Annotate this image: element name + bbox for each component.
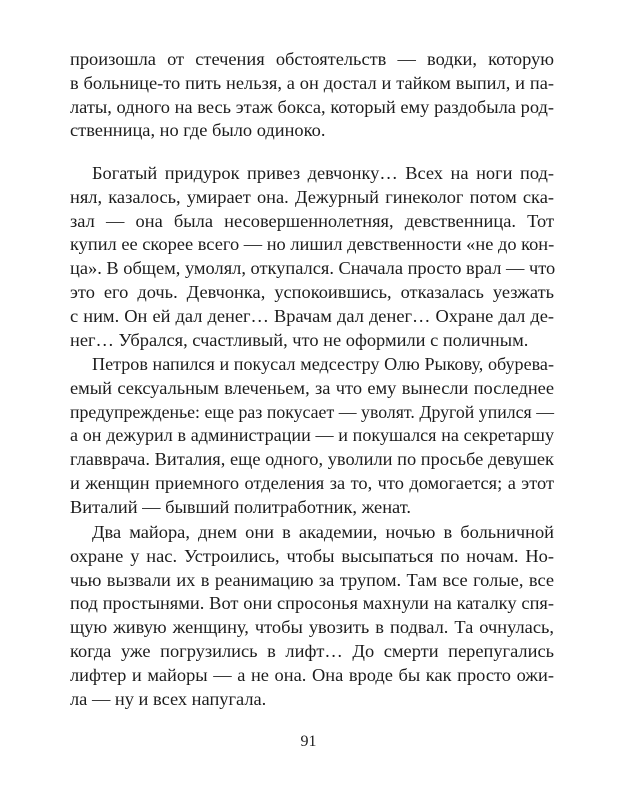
text-line: Богатый придурок привез девчонку… Всех на ноги под- <box>92 163 554 183</box>
text-line: ла — ну и всех напугала. <box>70 688 267 709</box>
text-line: в больнице-то пить нельзя, а он достал и тайком выпил, и па- <box>70 72 554 93</box>
text-line: произошла от стечения обстоятельств — водки, которую <box>70 49 554 69</box>
text-line: Виталий — бывший политработник, женат. <box>70 496 411 517</box>
text-line: и женщин приемного отделения за то, что домогается; а этот <box>70 472 554 493</box>
text-line: щую живую женщину, чтобы увозить в подвал. Та очнулась, <box>70 617 554 638</box>
text-line: Два майора, днем они в академии, ночью в больничной <box>92 522 554 542</box>
paragraph-3 <box>70 353 554 520</box>
text-line: а он дежурил в администрации — и покушался на секретаршу <box>70 425 554 446</box>
text-line: латы, одного на весь этаж бокса, который ему раздобыла род- <box>70 96 554 117</box>
text-line: с ним. Он ей дал денег… Врачам дал денег… Охране дал де- <box>70 305 554 326</box>
text-line: нег… Убрался, счастливый, что не оформили с поличным. <box>70 329 529 350</box>
paragraph-2 <box>70 162 554 352</box>
text-line: емый сексуальным влеченьем, за что ему вынесли последнее <box>70 377 554 398</box>
text-line: лифтер и майоры — а не она. Она вроде бы как просто ожи- <box>70 664 554 685</box>
text-line: ца». В общем, умолял, откупался. Сначала просто врал — что <box>70 258 556 279</box>
text-line: нял, казалось, умирает она. Дежурный гинеколог потом ска- <box>70 186 554 207</box>
paragraph-1 <box>70 48 554 143</box>
page-number: 91 <box>300 733 317 750</box>
text-line: чью вызвали их в реанимацию за трупом. Там все голые, все <box>70 569 554 590</box>
text-line: это его дочь. Девчонка, успокоившись, отказалась уезжать <box>70 281 554 302</box>
text-line: зал — она была несовершеннолетняя, девственница. Тот <box>70 210 554 231</box>
text-line: ственница, но где было одиноко. <box>70 120 326 141</box>
text-line: охране у нас. Устроились, чтобы высыпаться по ночам. Но- <box>70 545 554 566</box>
text-line: Петров напился и покусал медсестру Олю Рыкову, обурева- <box>92 354 554 374</box>
text-line: когда уже погрузились в лифт… До смерти перепугались <box>70 640 554 661</box>
text-line: под простынями. Вот они спросонья махнули на каталку спя- <box>70 593 554 614</box>
text-line: предупрежденье: еще раз покусает — уволят. Другой упился — <box>70 401 554 422</box>
paragraph-4 <box>70 521 554 711</box>
text-line: купил ее скорее всего — но лишил девственности «не до кон- <box>70 234 555 255</box>
text-line: главврача. Виталия, еще одного, уволили по просьбе девушек <box>70 449 554 470</box>
